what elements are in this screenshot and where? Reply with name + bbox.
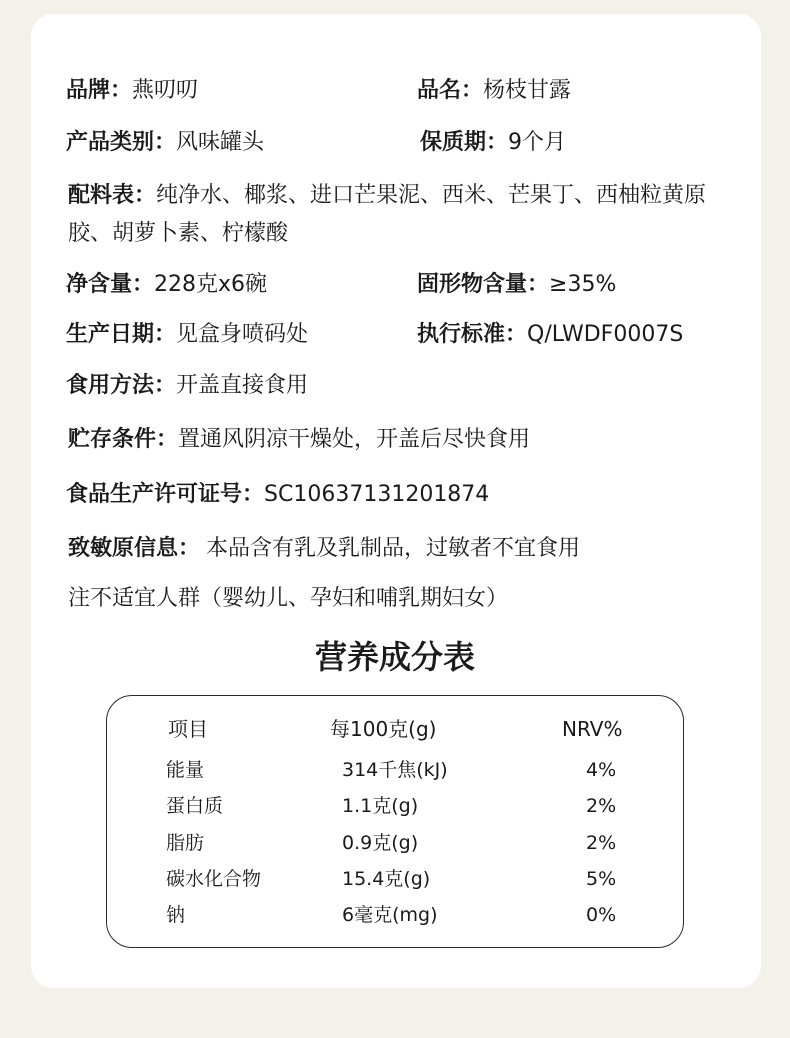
nutrition-header-nrv: NRV% <box>562 717 623 741</box>
standard-label: 执行标准： <box>417 322 528 347</box>
usage-label: 食用方法： <box>66 373 177 398</box>
nutrition-row-name: 碳水化合物 <box>166 868 262 890</box>
usage-line <box>66 371 308 401</box>
license-label: 食品生产许可证号： <box>66 482 265 507</box>
nutrition-row-amount: 6毫克(mg) <box>342 904 438 926</box>
nutrition-row-nrv: 5% <box>586 868 617 890</box>
license-value: SC10637131201874 <box>264 482 490 507</box>
ingredients-line <box>68 177 748 253</box>
standard-value: Q/LWDF0007S <box>527 322 684 347</box>
nutrition-row-nrv: 4% <box>586 759 617 781</box>
production-date-line <box>66 320 308 350</box>
nutrition-row-nrv: 2% <box>586 832 617 854</box>
ingredients-label: 配料表： <box>68 183 157 208</box>
shelf-life-line <box>420 128 566 158</box>
nutrition-row-name: 能量 <box>166 759 205 781</box>
license-line <box>66 480 489 510</box>
product-name-value: 杨枝甘露 <box>483 78 572 103</box>
production-date-label: 生产日期： <box>66 322 177 347</box>
standard-line <box>417 320 683 350</box>
shelf-life-label: 保质期： <box>420 130 509 155</box>
product-name-line <box>417 76 571 106</box>
nutrition-row-amount: 15.4克(g) <box>342 868 431 890</box>
ingredients-value: 纯净水、椰浆、进口芒果泥、西米、芒果丁、西柚粒黄原胶、胡萝卜素、柠檬酸 <box>68 183 707 246</box>
solid-content-value: ≥35% <box>549 272 617 297</box>
nutrition-row-amount: 314千焦(kJ) <box>342 759 448 781</box>
nutrition-row-name: 脂肪 <box>166 832 205 854</box>
net-content-value: 228克x6碗 <box>154 272 268 297</box>
usage-value: 开盖直接食用 <box>176 373 309 398</box>
solid-content-label: 固形物含量： <box>417 272 550 297</box>
brand-label: 品牌： <box>66 78 133 103</box>
nutrition-header-item: 项目 <box>168 717 208 741</box>
brand-value: 燕叨叨 <box>132 78 199 103</box>
allergen-value: 本品含有乳及乳制品，过敏者不宜食用 <box>206 536 581 561</box>
unsuitable-groups-line: 注不适宜人群（婴幼儿、孕妇和哺乳期妇女） <box>68 586 509 611</box>
brand-line <box>66 76 198 106</box>
storage-value: 置通风阴凉干燥处，开盖后尽快食用 <box>178 427 531 452</box>
storage-line <box>68 425 530 455</box>
product-name-label: 品名： <box>417 78 484 103</box>
allergen-line <box>68 534 580 564</box>
nutrition-row-amount: 0.9克(g) <box>342 832 419 854</box>
nutrition-row-nrv: 2% <box>586 795 617 817</box>
nutrition-row-name: 蛋白质 <box>166 795 224 817</box>
allergen-label: 致敏原信息： <box>68 536 201 561</box>
nutrition-header-per100g: 每100克(g) <box>330 717 437 741</box>
storage-label: 贮存条件： <box>68 427 179 452</box>
shelf-life-value: 9个月 <box>508 130 567 155</box>
category-label: 产品类别： <box>66 130 177 155</box>
nutrition-row-name: 钠 <box>166 904 186 926</box>
solid-content-line <box>417 270 616 300</box>
net-content-label: 净含量： <box>66 272 155 297</box>
nutrition-row-nrv: 0% <box>586 904 617 926</box>
nutrition-title: 营养成分表 <box>314 638 475 676</box>
net-content-line <box>66 270 267 300</box>
category-value: 风味罐头 <box>176 130 265 155</box>
production-date-value: 见盒身喷码处 <box>176 322 309 347</box>
nutrition-row-amount: 1.1克(g) <box>342 795 419 817</box>
category-line <box>66 128 264 158</box>
